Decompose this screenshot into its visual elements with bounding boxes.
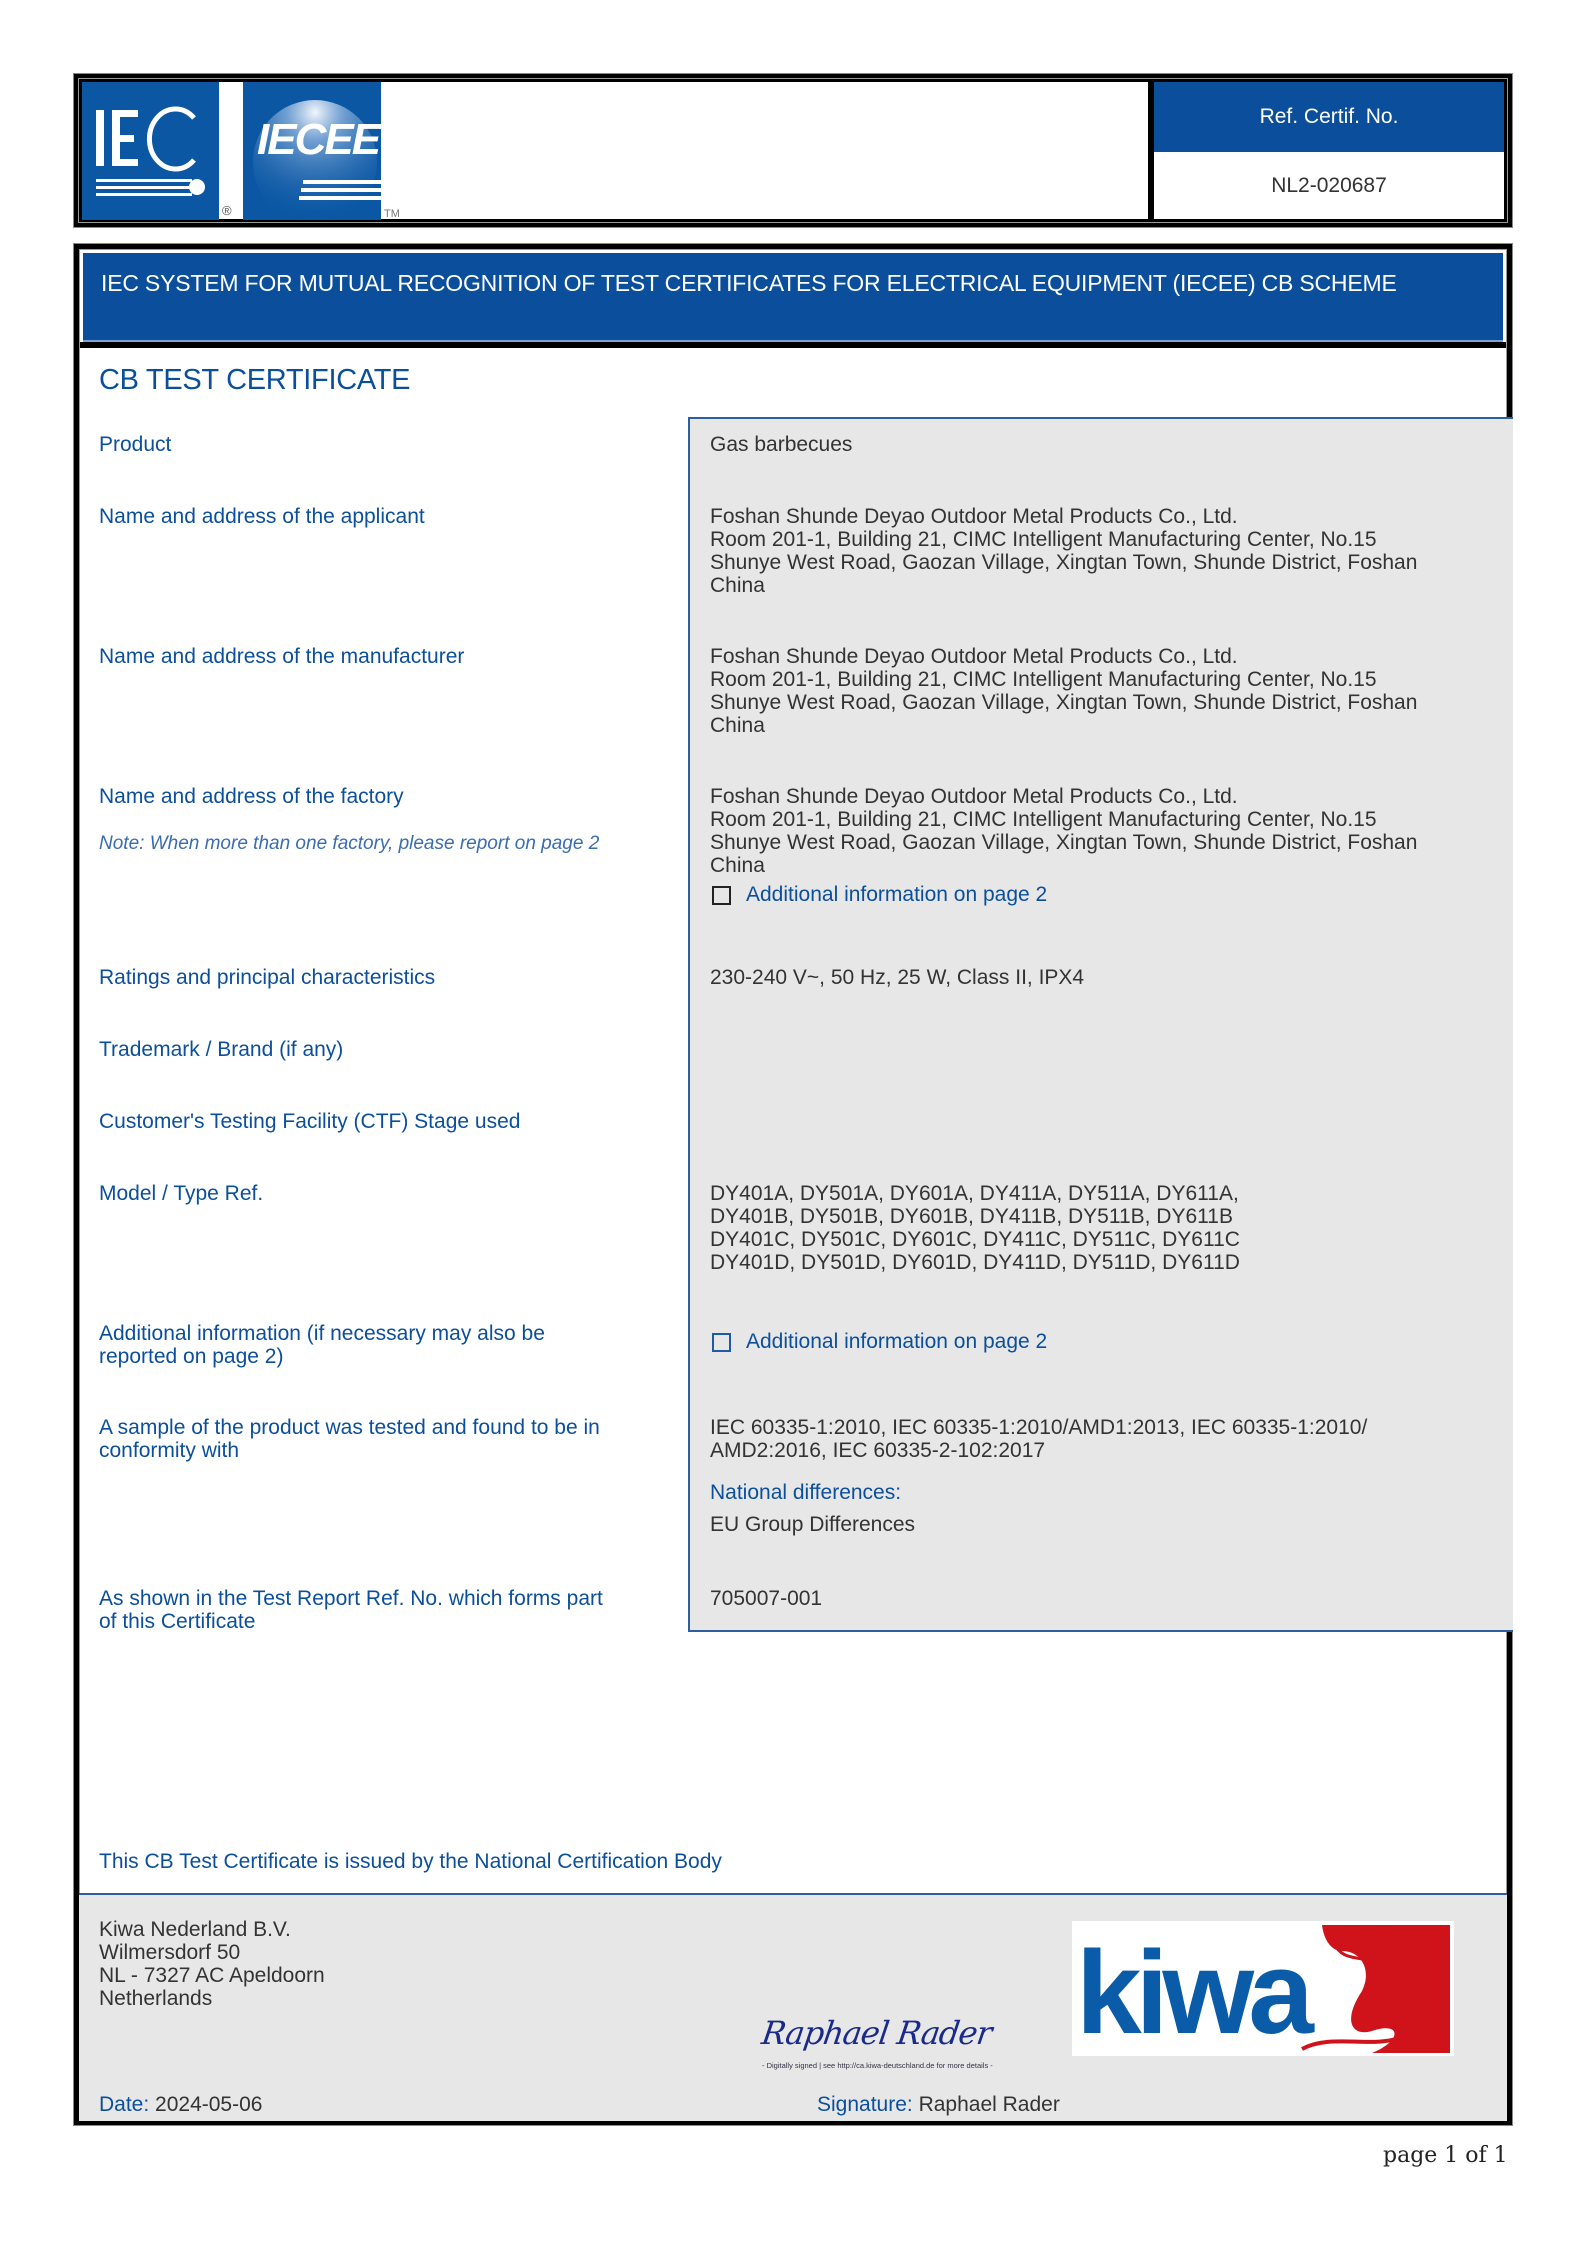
label-conformity [99,1416,659,1462]
standards-line: AMD2:2016, IEC 60335-2-102:2017 [710,1439,1046,1462]
label-applicant: Name and address of the applicant [99,505,425,528]
value-test-report: 705007-001 [710,1587,823,1610]
manufacturer-line: China [710,714,765,737]
additional-info-label-line: Additional information (if necessary may also be [99,1322,545,1345]
svg-text:kiwa: kiwa [1076,1927,1308,2056]
value-manufacturer [710,645,1500,737]
registered-mark: ® [222,203,232,218]
ncb-address [99,1918,325,2010]
applicant-line: Room 201-1, Building 21, CIMC Intelligent Manufacturing Center, No.15 [710,528,1377,551]
factory-additional-info-checkbox[interactable] [712,886,731,905]
date-field [99,2093,262,2117]
label-manufacturer: Name and address of the manufacturer [99,645,465,668]
model-line: DY401A, DY501A, DY601A, DY411A, DY511A, DY611A, [710,1182,1239,1205]
page-number: page 1 of 1 [1383,2143,1508,2168]
label-model: Model / Type Ref. [99,1182,264,1205]
signature-label: Signature: [817,2093,913,2116]
ncb-country: Netherlands [99,1987,213,2010]
iec-logo [82,82,219,220]
manufacturer-line: Foshan Shunde Deyao Outdoor Metal Products Co., Ltd. [710,645,1238,668]
kiwa-logo [1072,1921,1454,2056]
label-factory: Name and address of the factory [99,785,404,808]
label-test-report [99,1587,659,1633]
conformity-label-line: A sample of the product was tested and found to be in [99,1416,600,1439]
additional-info-checkbox-label: Additional information on page 2 [746,1330,1048,1353]
model-line: DY401D, DY501D, DY601D, DY411D, DY511D, DY611D [710,1251,1240,1274]
value-ratings: 230-240 V~, 50 Hz, 25 W, Class II, IPX4 [710,966,1085,989]
factory-line: Room 201-1, Building 21, CIMC Intelligent Manufacturing Center, No.15 [710,808,1377,831]
model-line: DY401B, DY501B, DY601B, DY411B, DY511B, DY611B [710,1205,1233,1228]
factory-note: Note: When more than one factory, please report on page 2 [99,833,600,854]
date-label: Date: [99,2093,150,2116]
certificate-heading: CB TEST CERTIFICATE [99,364,411,396]
national-differences-label: National differences: [710,1481,902,1504]
issued-by-statement: This CB Test Certificate is issued by the National Certification Body [99,1850,722,1873]
ncb-city: NL - 7327 AC Apeldoorn [99,1964,325,1987]
signature-field [817,2093,1060,2117]
applicant-line: China [710,574,765,597]
label-product: Product [99,433,172,456]
svg-text:IECEE: IECEE [257,115,380,164]
factory-additional-info-label: Additional information on page 2 [746,883,1048,906]
test-report-label-line: of this Certificate [99,1610,256,1633]
manufacturer-line: Shunye West Road, Gaozan Village, Xingtan Town, Shunde District, Foshan [710,691,1418,714]
ref-cert-label: Ref. Certif. No. [1154,82,1504,152]
logo-cell [82,82,1148,219]
conformity-label-line: conformity with [99,1439,240,1462]
value-factory [710,785,1500,877]
digital-signature-note: - Digitally signed | see http://ca.kiwa-deutschland.de for more details - [762,2061,993,2070]
applicant-line: Foshan Shunde Deyao Outdoor Metal Products Co., Ltd. [710,505,1238,528]
title-separator [80,342,1506,348]
ncb-name: Kiwa Nederland B.V. [99,1918,291,1941]
model-line: DY401C, DY501C, DY601C, DY411C, DY511C, DY611C [710,1228,1240,1251]
scheme-title: IEC SYSTEM FOR MUTUAL RECOGNITION OF TEST CERTIFICATES FOR ELECTRICAL EQUIPMENT (IECEE) CB SCHEME [101,270,1397,296]
additional-info-checkbox[interactable] [712,1333,731,1352]
handwritten-signature: Raphael Rader [759,2014,994,2052]
label-ratings: Ratings and principal characteristics [99,966,436,989]
manufacturer-line: Room 201-1, Building 21, CIMC Intelligent Manufacturing Center, No.15 [710,668,1377,691]
factory-line: Shunye West Road, Gaozan Village, Xingtan Town, Shunde District, Foshan [710,831,1418,854]
scheme-title-band [83,253,1503,342]
value-conformity-standards [710,1416,1500,1462]
label-ctf: Customer's Testing Facility (CTF) Stage used [99,1110,521,1133]
ref-cert-cell [1154,82,1504,219]
test-report-label-line: As shown in the Test Report Ref. No. which forms part [99,1587,603,1610]
value-model [710,1182,1500,1274]
iecee-logo [243,82,381,220]
iecee-globe-icon [243,82,381,220]
label-trademark: Trademark / Brand (if any) [99,1038,344,1061]
ncb-street: Wilmersdorf 50 [99,1941,241,1964]
standards-line: IEC 60335-1:2010, IEC 60335-1:2010/AMD1:2013, IEC 60335-1:2010/ [710,1416,1368,1439]
additional-info-label-line: reported on page 2) [99,1345,284,1368]
value-applicant [710,505,1500,597]
national-differences-value: EU Group Differences [710,1513,916,1536]
ref-cert-number: NL2-020687 [1271,173,1387,197]
signature-value: Raphael Rader [918,2093,1060,2116]
trademark-mark: TM [384,208,400,220]
applicant-line: Shunye West Road, Gaozan Village, Xingtan Town, Shunde District, Foshan [710,551,1418,574]
factory-line: China [710,854,765,877]
iec-logo-icon [82,82,219,220]
label-additional-info [99,1322,659,1368]
factory-line: Foshan Shunde Deyao Outdoor Metal Products Co., Ltd. [710,785,1238,808]
kiwa-logo-icon [1072,1921,1454,2056]
value-product: Gas barbecues [710,433,853,456]
date-value: 2024-05-06 [155,2093,263,2116]
